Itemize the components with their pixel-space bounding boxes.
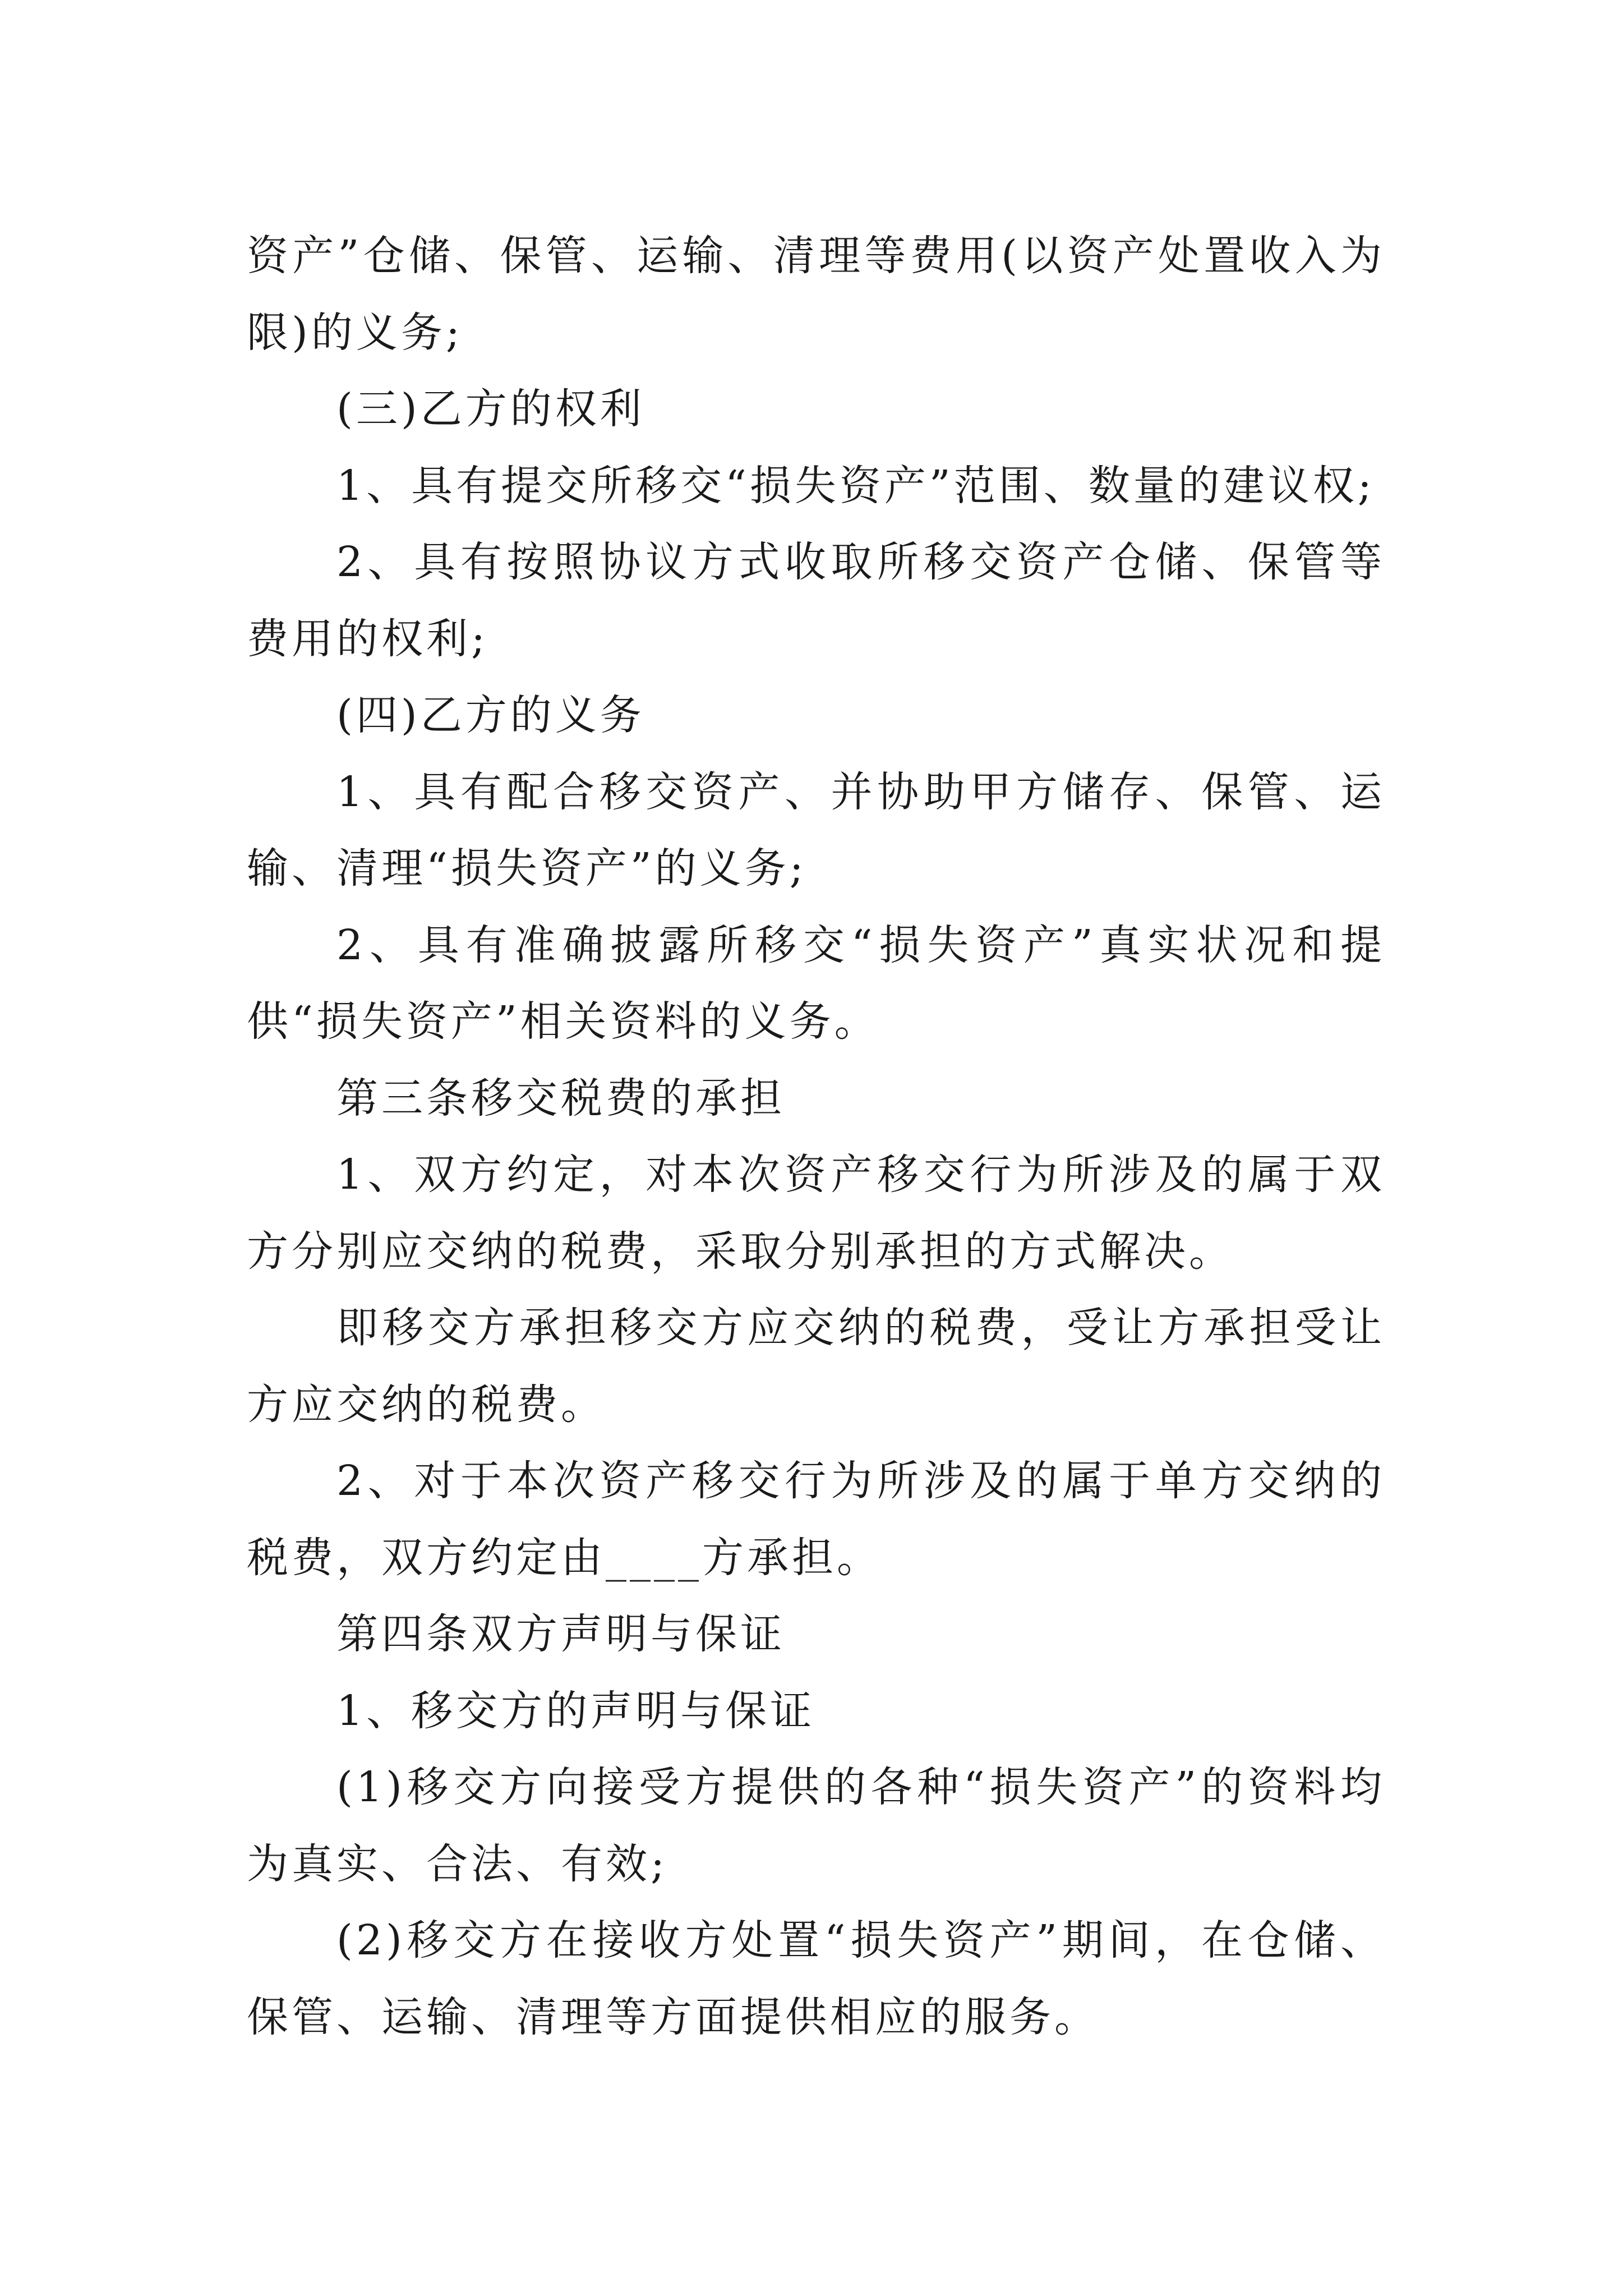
heading-party-b-rights: (三)乙方的权利 (336, 385, 645, 433)
paragraph-b-right-1: 1、具有提交所移交“损失资产”范围、数量的建议权; (336, 461, 1375, 510)
heading-article-3: 第三条移交税费的承担 (336, 1074, 785, 1122)
heading-article-4: 第四条双方声明与保证 (336, 1610, 785, 1658)
paragraph-tax-1: 1、双方约定，对本次资产移交行为所涉及的属于双方分别应交纳的税费，采取分别承担的方式解决。 (247, 1151, 1385, 1276)
paragraph-transferor-statement: 1、移交方的声明与保证 (336, 1686, 815, 1735)
paragraph-tax-explain: 即移交方承担移交方应交纳的税费，受让方承担受让方应交纳的税费。 (247, 1304, 1385, 1429)
paragraph-statement-2: (2)移交方在接收方处置“损失资产”期间，在仓储、保管、运输、清理等方面提供相应的服务。 (247, 1916, 1385, 2041)
paragraph-tax-2: 2、对于本次资产移交行为所涉及的属于单方交纳的税费，双方约定由____方承担。 (247, 1457, 1385, 1582)
paragraph-statement-1: (1)移交方向接受方提供的各种“损失资产”的资料均为真实、合法、有效; (247, 1763, 1385, 1888)
paragraph-b-right-2: 2、具有按照协议方式收取所移交资产仓储、保管等费用的权利; (247, 538, 1385, 663)
document-body (247, 218, 1385, 2055)
paragraph-continued-obligation: 资产”仓储、保管、运输、清理等费用(以资产处置收入为限)的义务; (247, 232, 1385, 357)
paragraph-b-obligation-2: 2、具有准确披露所移交“损失资产”真实状况和提供“损失资产”相关资料的义务。 (247, 921, 1385, 1046)
paragraph-b-obligation-1: 1、具有配合移交资产、并协助甲方储存、保管、运输、清理“损失资产”的义务; (247, 767, 1385, 892)
heading-party-b-obligations: (四)乙方的义务 (336, 691, 645, 739)
